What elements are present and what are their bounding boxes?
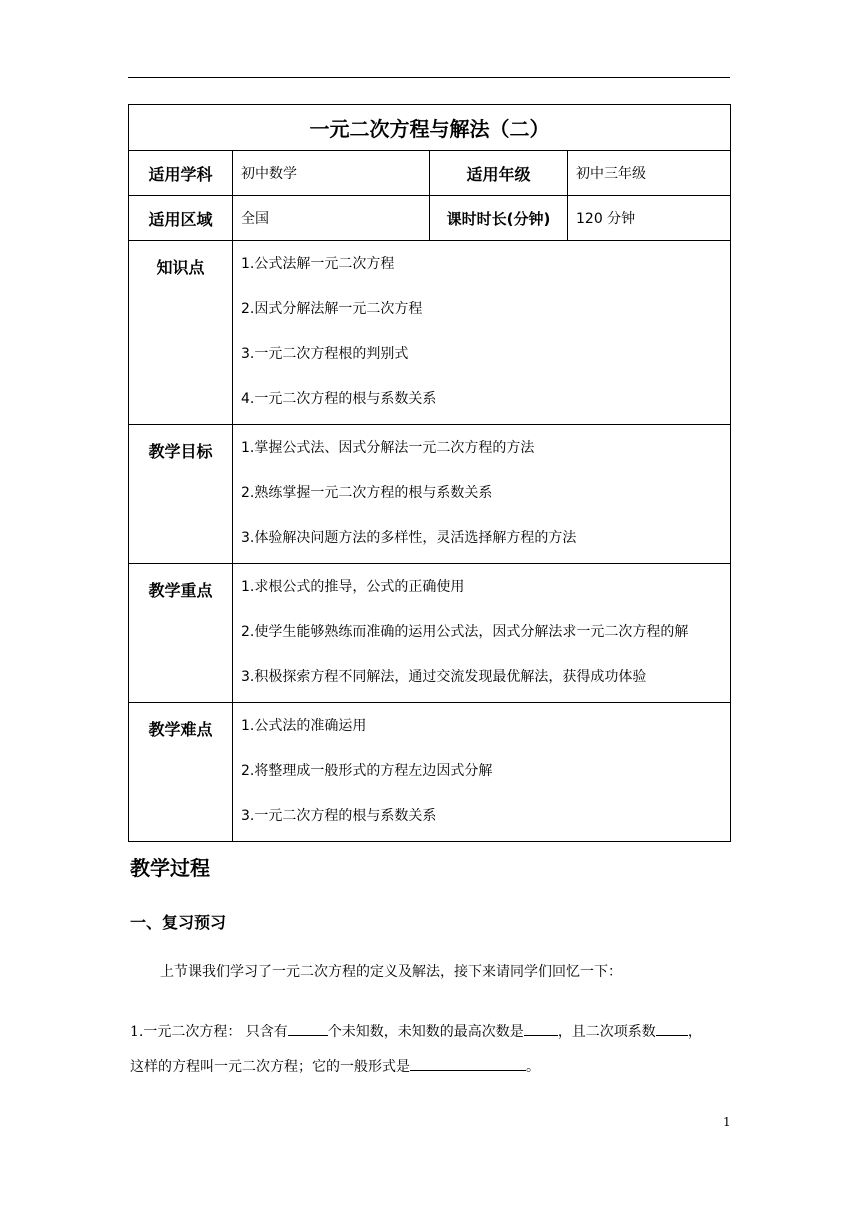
question-1 — [130, 1015, 728, 1085]
key-points-list — [233, 564, 731, 703]
duration-label: 课时时长(分钟) — [430, 196, 568, 241]
blank-field — [524, 1021, 558, 1036]
q1-text-d: ， — [687, 1024, 702, 1040]
lesson-plan-table — [128, 104, 731, 842]
sub-title: 一、复习预习 — [130, 913, 227, 932]
list-item: 3.一元二次方程根的判别式 — [241, 346, 409, 362]
list-item: 2.使学生能够熟练而准确的运用公式法，因式分解法求一元二次方程的解 — [241, 624, 689, 640]
list-item: 2.因式分解法解一元二次方程 — [241, 301, 423, 317]
list-item: 3.一元二次方程的根与系数关系 — [241, 808, 437, 824]
knowledge-list — [233, 241, 731, 425]
q1-text-c: ，且二次项系数 — [557, 1024, 656, 1040]
region-value: 全国 — [233, 196, 430, 241]
list-item: 3.体验解决问题方法的多样性，灵活选择解方程的方法 — [241, 530, 577, 546]
q1-line-2 — [130, 1050, 728, 1085]
header-rule — [128, 77, 730, 78]
difficulties-label: 教学难点 — [129, 703, 233, 842]
page-number: 1 — [723, 1115, 731, 1129]
subject-label: 适用学科 — [129, 151, 233, 196]
list-item: 4.一元二次方程的根与系数关系 — [241, 391, 437, 407]
list-item: 2.将整理成一般形式的方程左边因式分解 — [241, 763, 493, 779]
duration-value: 120 分钟 — [568, 196, 731, 241]
list-item: 2.熟练掌握一元二次方程的根与系数关系 — [241, 485, 493, 501]
q1-text-e: 这样的方程叫一元二次方程；它的一般形式是 — [130, 1059, 410, 1075]
q1-text-b: 个未知数，未知数的最高次数是 — [327, 1024, 524, 1040]
list-item: 1.公式法的准确运用 — [241, 718, 367, 734]
intro-paragraph: 上节课我们学习了一元二次方程的定义及解法，接下来请同学们回忆一下： — [160, 964, 622, 980]
list-item: 1.求根公式的推导，公式的正确使用 — [241, 579, 465, 595]
goals-label: 教学目标 — [129, 425, 233, 564]
q1-text-a: 1.一元二次方程： 只含有 — [130, 1024, 288, 1040]
list-item: 1.掌握公式法、因式分解法一元二次方程的方法 — [241, 440, 535, 456]
section-title: 教学过程 — [130, 856, 210, 880]
goals-list — [233, 425, 731, 564]
blank-field — [288, 1021, 328, 1036]
plan-title: 一元二次方程与解法（二） — [129, 105, 731, 151]
region-label: 适用区域 — [129, 196, 233, 241]
blank-field — [410, 1056, 526, 1071]
difficulties-list — [233, 703, 731, 842]
grade-label: 适用年级 — [430, 151, 568, 196]
list-item: 3.积极探索方程不同解法，通过交流发现最优解法，获得成功体验 — [241, 669, 647, 685]
blank-field — [656, 1021, 688, 1036]
grade-value: 初中三年级 — [568, 151, 731, 196]
knowledge-label: 知识点 — [129, 241, 233, 425]
q1-text-f: 。 — [526, 1059, 540, 1075]
list-item: 1.公式法解一元二次方程 — [241, 256, 395, 272]
subject-value: 初中数学 — [233, 151, 430, 196]
key-points-label: 教学重点 — [129, 564, 233, 703]
